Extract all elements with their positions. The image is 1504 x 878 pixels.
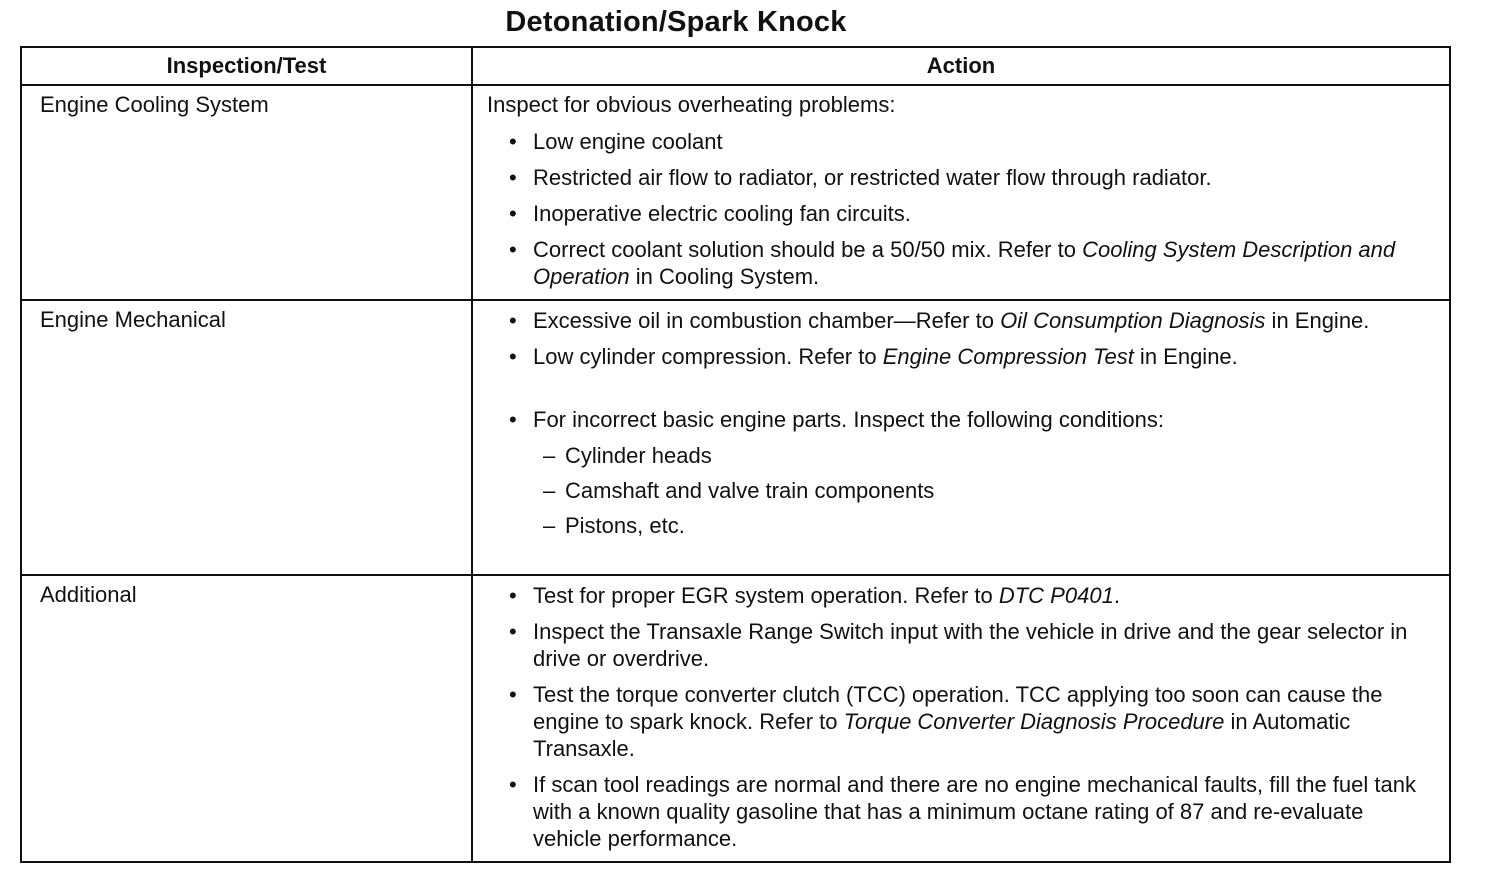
bullet-item (485, 343, 1429, 370)
action-cell (472, 85, 1450, 300)
test-cell: Engine Cooling System (21, 85, 472, 300)
spacer (485, 379, 1429, 406)
bullet-item: • For incorrect basic engine parts. Inspect the following conditions: (485, 406, 1429, 433)
sub-item: – Pistons, etc. (485, 512, 1429, 539)
bullet-item: • Inspect the Transaxle Range Switch input with the vehicle in drive and the gear selector in drive or overdrive. (485, 618, 1429, 672)
bullet-text: Low cylinder compression. Refer to (533, 344, 883, 369)
table-row (21, 85, 1450, 300)
reference-link: DTC P0401 (998, 583, 1114, 608)
table-row (21, 575, 1450, 862)
reference-link: Cooling System Description and Operation (533, 237, 1396, 289)
bullet-text: in Cooling System. (629, 264, 820, 289)
bullet-text: Test the torque converter clutch (TCC) operation. TCC applying too soon can cause the engine to spark knock. Refer to (533, 682, 1383, 734)
bullet-item (485, 681, 1429, 762)
header-row (21, 47, 1450, 85)
action-cell (472, 575, 1450, 862)
bullet-item (485, 307, 1429, 334)
sub-item: – Camshaft and valve train components (485, 477, 1429, 504)
header-inspection-test: Inspection/Test (21, 47, 472, 85)
bullet-item (485, 236, 1429, 290)
page-title: Detonation/Spark Knock (505, 6, 847, 38)
bullet-text: in Engine. (1133, 344, 1238, 369)
bullet-item: • If scan tool readings are normal and there are no engine mechanical faults, fill the fuel tank with a known quality gasoline that has a minimum octane rating of 87 and re-evaluate vehicle performance. (485, 771, 1429, 852)
bullet-text: Correct coolant solution should be a 50/50 mix. Refer to (533, 237, 1083, 262)
reference-link: Engine Compression Test (882, 344, 1134, 369)
bullet-text: in Automatic Transaxle. (533, 709, 1351, 761)
diagnostic-table (20, 46, 1451, 863)
action-lead-text: Inspect for obvious overheating problems: (487, 92, 896, 117)
reference-link: Oil Consumption Diagnosis (1000, 308, 1266, 333)
bullet-item: • Low engine coolant (485, 128, 1429, 155)
sub-item: – Cylinder heads (485, 442, 1429, 469)
bullet-item: • Inoperative electric cooling fan circuits. (485, 200, 1429, 227)
bullet-item: • Restricted air flow to radiator, or restricted water flow through radiator. (485, 164, 1429, 191)
bullet-text: . (1113, 583, 1120, 608)
reference-link: Torque Converter Diagnosis Procedure (843, 709, 1225, 734)
test-cell: Additional (21, 575, 472, 862)
action-cell (472, 300, 1450, 575)
test-cell: Engine Mechanical (21, 300, 472, 575)
table-row (21, 300, 1450, 575)
bullet-item (485, 582, 1429, 609)
bullet-text: in Engine. (1265, 308, 1370, 333)
bullet-text: Excessive oil in combustion chamber—Refer to (533, 308, 1001, 333)
bullet-text: Test for proper EGR system operation. Refer to (533, 583, 999, 608)
header-action: Action (472, 47, 1450, 85)
